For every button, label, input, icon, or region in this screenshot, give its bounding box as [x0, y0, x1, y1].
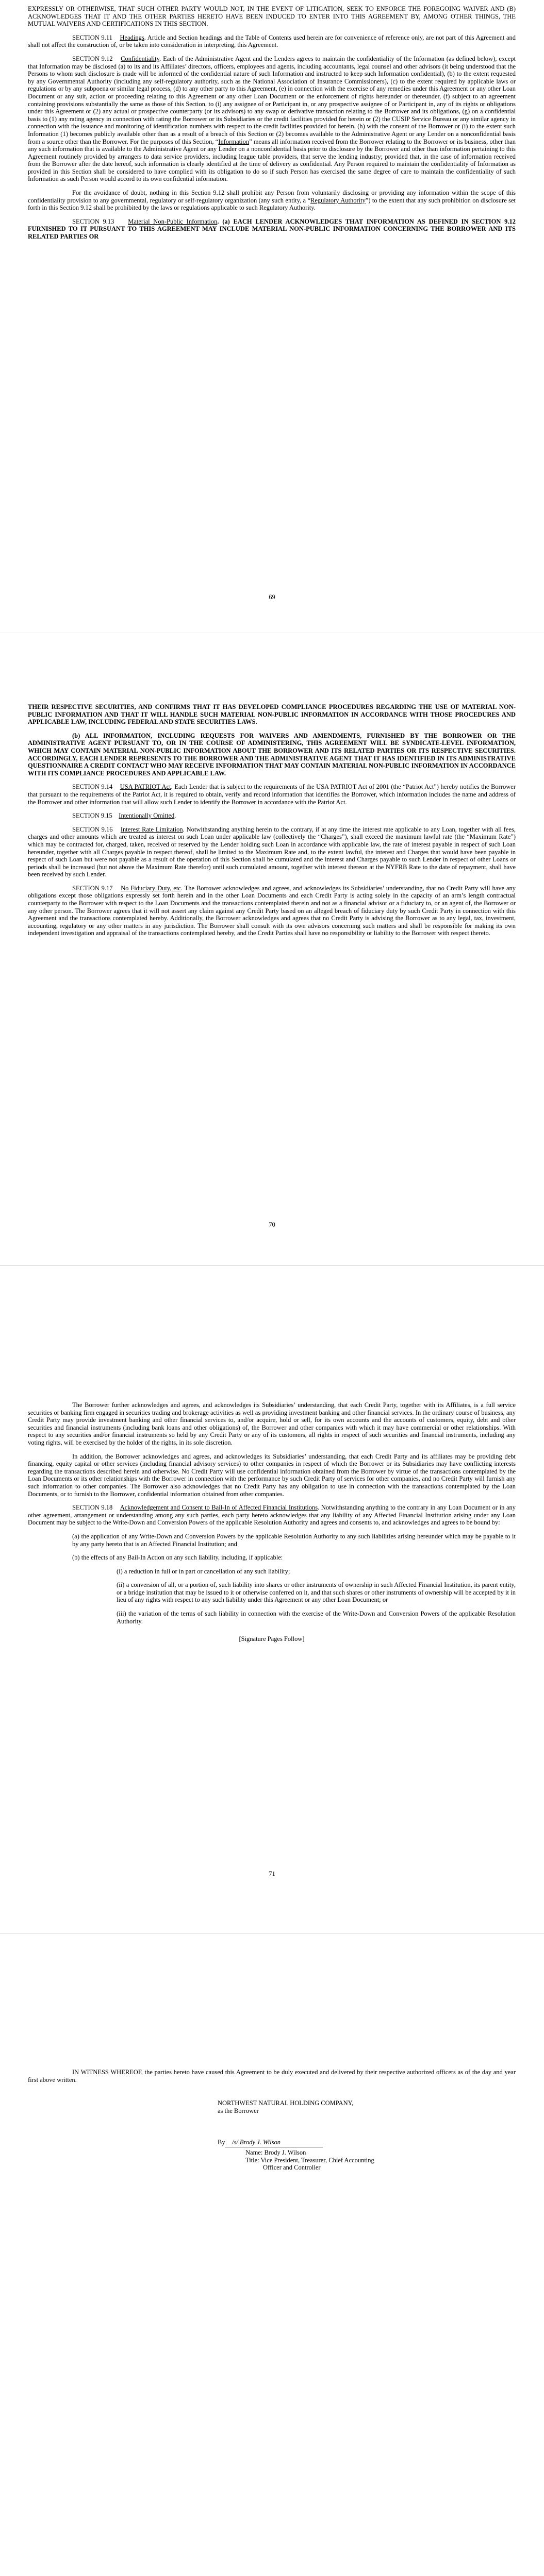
section-9-13-cont: THEIR RESPECTIVE SECURITIES, AND CONFIRMS THAT IT HAS DEVELOPED COMPLIANCE PROCEDURES REGARDING THE USE OF MATERIAL NON-PUBLIC INFORMATION AND THAT IT WILL HANDLE SUCH MATERIAL NON-PUBLIC INFORMATION IN ACCORDANCE WITH THOSE PROCEDURES AND APPLICABLE LAW, INCLUDING FEDERAL AND STATE SECURITIES LAWS.	[28, 703, 516, 726]
section-9-16: SECTION 9.16 Interest Rate Limitation. Notwithstanding anything herein to the contrary, if at any time the interest rate applicable to any Loan, together with all fees, charges and other amounts which are treated as interest on such Loan under applicable law (collectively the “Charges”), shall exceed the maximum lawful rate (the “Maximum Rate”) which may be contracted for, charged, taken, received or reserved by the Lender holding such Loan in accordance with applicable law, the rate of interest payable in respect of such Loan hereunder, together with all Charges payable in respect thereof, shall be limited to the Maximum Rate and, to the extent lawful, the interest and Charges that would have been payable in respect of such Loan but were not payable as a result of the operation of this Section shall be cumulated and the interest and Charges payable to such Lender in respect of other Loans or periods shall be increased (but not above the Maximum Rate therefor) until such cumulated amount, together with interest thereon at the NYFRB Rate to the date of repayment, shall have been received by such Lender.	[28, 825, 516, 878]
section-9-17: SECTION 9.17 No Fiduciary Duty, etc. The Borrower acknowledges and agrees, and acknowledges its Subsidiaries’ understanding, that no Credit Party will have any obligations except those obligations expressly set forth herein and in the other Loan Documents and each Credit Party is acting solely in the capacity of an arm’s length contractual counterparty to the Borrower with respect to the Loan Documents and the transactions contemplated therein and not as a financial advisor or a fiduciary to, or an agent of, the Borrower or any other person. The Borrower agrees that it will not assert any claim against any Credit Party based on an alleged breach of fiduciary duty by such Credit Party in connection with this Agreement and the transactions contemplated hereby. Additionally, the Borrower acknowledges and agrees that no Credit Party is advising the Borrower as to any legal, tax, investment, accounting, regulatory or any other matters in any jurisdiction. The Borrower shall consult with its own advisors concerning such matters and shall be responsible for making its own independent investigation and appraisal of the transactions contemplated hereby, and the Credit Parties shall have no responsibility or liability to the Borrower with respect thereto.	[28, 884, 516, 937]
section-9-12: SECTION 9.12 Confidentiality. Each of the Administrative Agent and the Lenders agrees to maintain the confidentiality of the Information (as defined below), except that Information may be disclosed (a) to its and its Affiliates’ directors, officers, employees and agents, including accountants, legal counsel and other advisors (it being understood that the Persons to whom such disclosure is made will be informed of the confidential nature of such Information and instructed to keep such Information confidential), (b) to the extent requested by any Governmental Authority (including any self-regulatory authority, such as the National Association of Insurance Commissioners), (c) to the extent required by applicable laws or regulations or by any subpoena or similar legal process, (d) to any other party to this Agreement, (e) in connection with the exercise of any remedies under this Agreement or any other Loan Document or any suit, action or proceeding relating to this Agreement or any other Loan Document or the enforcement of rights hereunder or thereunder, (f) subject to an agreement containing provisions substantially the same as those of this Section, to (i) any assignee of or Participant in, or any prospective assignee of or Participant in, any of its rights or obligations under this Agreement or (2) any actual or prospective counterparty (or its advisors) to any swap or derivative transaction relating to the Borrower and its obligations, (g) on a confidential basis to (1) any rating agency in connection with rating the Borrower or its Subsidiaries or the credit facilities provided for herein or (2) the CUSIP Service Bureau or any similar agency in connection with the issuance and monitoring of identification numbers with respect to the credit facilities provided for herein, (h) with the consent of the Borrower or (i) to the extent such Information (1) becomes publicly available other than as a result of a breach of this Section or (2) becomes available to the Administrative Agent or any Lender on a nonconfidential basis from a source other than the Borrower. For the purposes of this Section, “Information” means all information received from the Borrower relating to the Borrower or its business, other than any such information that is available to the Administrative Agent or any Lender on a nonconfidential basis prior to disclosure by the Borrower and other than information pertaining to this Agreement routinely provided by arrangers to data service providers, including league table providers, that serve the lending industry; provided that, in the case of information received from the Borrower after the date hereof, such information is clearly identified at the time of delivery as confidential. Any Person required to maintain the confidentiality of Information as provided in this Section shall be considered to have complied with its obligation to do so if such Person has exercised the same degree of care to maintain the confidentiality of such Information as such Person would accord to its own confidential information.	[28, 55, 516, 183]
section-9-11: SECTION 9.11 Headings. Article and Section headings and the Table of Contents used herein are for convenience of reference only, are not part of this Agreement and shall not affect the construction of, or be taken into consideration in interpreting, this Agreement.	[28, 33, 516, 49]
page-divider	[0, 1933, 544, 1934]
waiver-tail: EXPRESSLY OR OTHERWISE, THAT SUCH OTHER PARTY WOULD NOT, IN THE EVENT OF LITIGATION, SEEK TO ENFORCE THE FOREGOING WAIVER AND (B) ACKNOWLEDGES THAT IT AND THE OTHER PARTIES HERETO HAVE BEEN INDUCED TO ENTER INTO THIS AGREEMENT BY, AMONG OTHER THINGS, THE MUTUAL WAIVERS AND CERTIFICATIONS IN THIS SECTION.	[28, 5, 516, 28]
company-name: NORTHWEST NATURAL HOLDING COMPANY,	[218, 2099, 354, 2107]
borrower-role: as the Borrower	[218, 2107, 259, 2114]
signer-title: Title: Vice President, Treasurer, Chief Accounting	[245, 2156, 374, 2164]
signer-title-cont: Officer and Controller	[263, 2164, 321, 2172]
clause-b: (b) the effects of any Bail-In Action on any such liability, including, if applicable:	[72, 1554, 283, 1562]
clause-i: (i) a reduction in full or in part or cancellation of any such liability;	[117, 1567, 290, 1575]
section-9-15: SECTION 9.15 Intentionally Omitted.	[72, 812, 176, 820]
credit-party-paragraph: The Borrower further acknowledges and agrees, and acknowledges its Subsidiaries’ understanding, that each Credit Party, together with its Affiliates, is a full service securities or banking firm engaged in securities trading and brokerage activities as well as providing investment banking and other financial services. In the ordinary course of business, any Credit Party may provide investment banking and other financial services to, and/or acquire, hold or sell, for its own accounts and the accounts of customers, equity, debt and other securities and financial instruments (including bank loans and other obligations) of, the Borrower and other companies with which it may have commercial or other relationships. With respect to any securities and/or financial instruments so held by any Credit Party or any of its customers, all rights in respect of such securities and financial instruments, including any voting rights, will be exercised by the holder of the rights, in its sole discretion.	[28, 1401, 516, 1446]
page-divider	[0, 1265, 544, 1266]
page-number: 69	[269, 594, 275, 601]
clause-ii: (ii) a conversion of all, or a portion of, such liability into shares or other instruments of ownership in such Affected Financial Institution, its parent entity, or a bridge institution that may be issued to it or otherwise conferred on it, and that such shares or other instruments of ownership will be accepted by it in lieu of any rights with respect to any such liability under this Agreement or any other Loan Document; or	[117, 1581, 516, 1604]
section-9-13: SECTION 9.13 Material Non-Public Information. (a) EACH LENDER ACKNOWLEDGES THAT INFORMATION AS DEFINED IN SECTION 9.12 FURNISHED TO IT PURSUANT TO THIS AGREEMENT MAY INCLUDE MATERIAL NON-PUBLIC INFORMATION CONCERNING THE BORROWER AND ITS RELATED PARTIES OR	[28, 217, 516, 241]
signature-pages-follow: [Signature Pages Follow]	[239, 1635, 305, 1643]
clause-a: (a) the application of any Write-Down and Conversion Powers by the applicable Resolution Authority to any such liabilities arising hereunder which may be payable to it by any party hereto that is an Affected Financial Institution; and	[72, 1532, 516, 1548]
clause-iii: (iii) the variation of the terms of such liability in connection with the exercise of the Write-Down and Conversion Powers of the applicable Resolution Authority.	[117, 1610, 516, 1625]
by-label: By	[218, 2139, 225, 2146]
signature: /s/ Brody J. Wilson	[232, 2139, 281, 2146]
avoidance-paragraph: For the avoidance of doubt, nothing in this Section 9.12 shall prohibit any Person from voluntarily disclosing or providing any information within the scope of this confidentiality provision to any governmental, regulatory or self-regulatory organization (any such entity, a “Regulatory Authority”) to the extent that any such prohibition on disclosure set forth in this Section 9.12 shall be prohibited by the laws or regulations applicable to such Regulatory Authority.	[28, 189, 516, 212]
section-9-14: SECTION 9.14 USA PATRIOT Act. Each Lender that is subject to the requirements of the USA PATRIOT Act of 2001 (the “Patriot Act”) hereby notifies the Borrower that pursuant to the requirements of the Patriot Act, it is required to obtain, verify and record information that identifies the Borrower, which information includes the name and address of the Borrower and other information that will allow such Lender to identify the Borrower in accordance with the Patriot Act.	[28, 783, 516, 806]
page-number: 70	[269, 1221, 275, 1228]
conflicts-paragraph: In addition, the Borrower acknowledges and agrees, and acknowledges its Subsidiaries’ understanding, that each Credit Party and its affiliates may be providing debt financing, equity capital or other services (including financial advisory services) to other companies in respect of which the Borrower or its Subsidiaries may have conflicting interests regarding the transactions described herein and otherwise. No Credit Party will use confidential information obtained from the Borrower by virtue of the transactions contemplated by the Loan Documents or its other relationships with the Borrower in connection with the performance by such Credit Party of services for other companies, and no Credit Party will furnish any such information to other companies. The Borrower also acknowledges that no Credit Party has any obligation to use in connection with the transactions contemplated by the Loan Documents, or to furnish to the Borrower, confidential information obtained from other companies.	[28, 1452, 516, 1498]
section-9-18: SECTION 9.18 Acknowledgement and Consent to Bail-In of Affected Financial Institutions. Notwithstanding anything to the contrary in any Loan Document or in any other agreement, arrangement or understanding among any such parties, each party hereto acknowledges that any liability of any Affected Financial Institution arising under any Loan Document may be subject to the Write-Down and Conversion Powers of the applicable Resolution Authority and agrees and consents to, and acknowledges and agrees to be bound by:	[28, 1504, 516, 1527]
page-number: 71	[269, 1870, 275, 1877]
section-9-13-b: (b) ALL INFORMATION, INCLUDING REQUESTS FOR WAIVERS AND AMENDMENTS, FURNISHED BY THE BORROWER OR THE ADMINISTRATIVE AGENT PURSUANT TO, OR IN THE COURSE OF ADMINISTERING, THIS AGREEMENT WILL BE SYNDICATE-LEVEL INFORMATION, WHICH MAY CONTAIN MATERIAL NON-PUBLIC INFORMATION ABOUT THE BORROWER AND ITS RELATED PARTIES OR ITS RESPECTIVE SECURITIES. ACCORDINGLY, EACH LENDER REPRESENTS TO THE BORROWER AND THE ADMINISTRATIVE AGENT THAT IT HAS IDENTIFIED IN ITS ADMINISTRATIVE QUESTIONNAIRE A CREDIT CONTACT WHO MAY RECEIVE INFORMATION THAT MAY CONTAIN MATERIAL NON-PUBLIC INFORMATION IN ACCORDANCE WITH ITS COMPLIANCE PROCEDURES AND APPLICABLE LAW.	[28, 732, 516, 777]
signer-name: Name: Brody J. Wilson	[245, 2149, 306, 2156]
witness-paragraph: IN WITNESS WHEREOF, the parties hereto have caused this Agreement to be duly executed and delivered by their respective authorized officers as of the day and year first above written.	[28, 2069, 516, 2083]
